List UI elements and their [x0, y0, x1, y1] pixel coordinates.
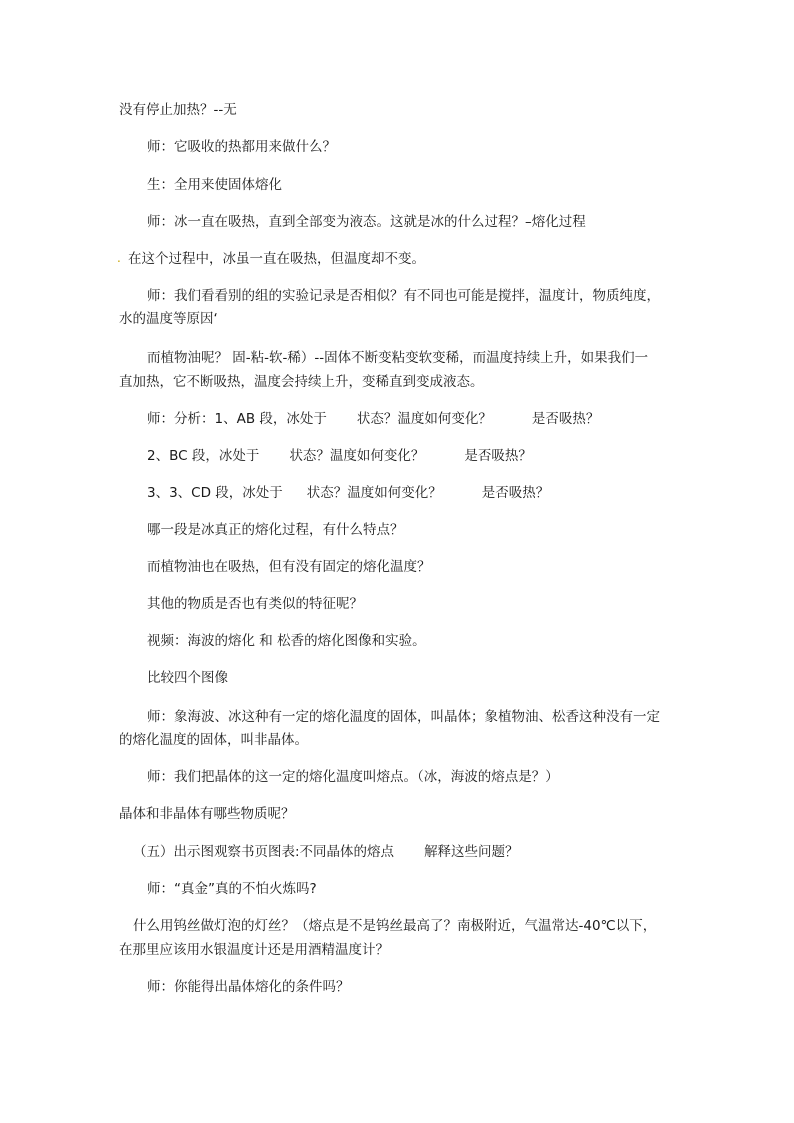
analysis-prefix: 师：分析：1、AB 段，冰处于 [147, 411, 327, 427]
paragraph: 其他的物质是否也有类似的特征呢？ [147, 596, 363, 612]
paragraph-continuation: 在那里应该用水银温度计还是用酒精温度计？ [119, 942, 389, 958]
paragraph: 师：你能得出晶体熔化的条件吗？ [147, 979, 350, 995]
paragraph: 没有停止加热？--无 [119, 102, 237, 118]
analysis-question: 状态？温度如何变化？ [289, 448, 425, 464]
paragraph: 师：它吸收的热都用来做什么？ [147, 139, 336, 155]
analysis-line-ab [147, 409, 707, 429]
section-question: 解释这些问题？ [424, 844, 519, 860]
paragraph: 晶体和非晶体有哪些物质呢？ [119, 806, 295, 822]
paragraph: 哪一段是冰真正的熔化过程，有什么特点？ [147, 522, 404, 538]
section-five-line [133, 842, 693, 862]
paragraph: 师：冰一直在吸热，直到全部变为液态。这就是冰的什么过程？–熔化过程 [147, 214, 586, 230]
paragraph: 什么用钨丝做灯泡的灯丝？（熔点是不是钨丝最高了？南极附近，气温常达-40℃以下， [133, 918, 657, 934]
bullet-mark: . [117, 251, 121, 265]
analysis-question: 是否吸热？ [531, 411, 600, 427]
paragraph: 生：全用来使固体熔化 [147, 177, 282, 193]
paragraph: 而植物油呢？ 固-粘-软-稀）--固体不断变粘变软变稀，而温度持续上升，如果我们一 [147, 350, 649, 366]
analysis-question: 是否吸热？ [481, 485, 550, 501]
paragraph: 师：“真金”真的不怕火炼吗? [147, 881, 317, 897]
paragraph: 师：我们把晶体的这一定的熔化温度叫熔点。（冰，海波的熔点是？） [147, 769, 559, 785]
paragraph-continuation: 直加热，它不断吸热，温度会持续上升，变稀直到变成液态。 [119, 374, 484, 390]
paragraph: 视频：海波的熔化 和 松香的熔化图像和实验。 [147, 633, 426, 649]
analysis-question: 是否吸热？ [464, 448, 532, 464]
paragraph: 师：我们看看别的组的实验记录是否相似？有不同也可能是搅拌，温度计，物质纯度， [147, 288, 660, 304]
analysis-question: 状态？温度如何变化？ [356, 411, 492, 427]
analysis-prefix: 3、3、CD 段，冰处于 [147, 485, 283, 501]
paragraph-continuation: 水的温度等原因‘ [119, 311, 218, 327]
analysis-question: 状态？温度如何变化？ [306, 485, 442, 501]
paragraph: 而植物油也在吸热，但有没有固定的熔化温度？ [147, 559, 431, 575]
paragraph-continuation: 的熔化温度的固体，叫非晶体。 [119, 732, 308, 748]
paragraph: 师：象海波、冰这种有一定的熔化温度的固体，叫晶体；象植物油、松香这种没有一定 [147, 709, 660, 725]
section-heading: （五）出示图观察书页图表:不同晶体的熔点 [133, 844, 395, 860]
analysis-prefix: 2、BC 段，冰处于 [147, 448, 260, 464]
paragraph: 比较四个图像 [147, 670, 228, 686]
analysis-line-bc [147, 446, 707, 466]
analysis-line-cd [147, 483, 707, 503]
paragraph: 在这个过程中，冰虽一直在吸热，但温度却不变。 [128, 251, 425, 267]
